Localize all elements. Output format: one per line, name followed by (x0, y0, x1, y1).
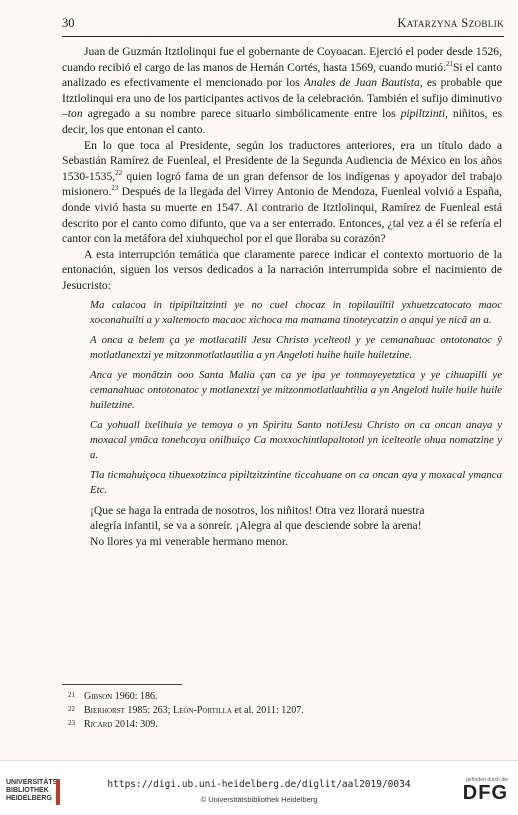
footnote-23: 23 Ricard 2014: 309. (68, 719, 158, 730)
library-logo[interactable]: UNIVERSITÄTS- BIBLIOTHEK HEIDELBERG (6, 779, 76, 805)
paragraph-1: Juan de Guzmán Itztlolinqui fue el gobernante de Coyoacan. Ejerció el poder desde 1526, cuando recibió el cargo de las manos de Hernán Cortés, hasta 1569, cuando murió.$^{21}$Si el canto analizado es efectivamente el mencionado por los Anales de Juan Bautista, es probable que Itztlolinqui era uno de los participantes activos de la celebración. También el sufijo diminutivo –ton agregado a su nombre parece situarlo simbólicamente entre los pipiltzinti, niñitos, es decir, los que entonan el canto. (62, 45, 502, 136)
footnote-ref-21[interactable]: 21 (445, 59, 453, 68)
translation-line: alegría infantil, se va a sonreír. ¡Alegra al que desciende sobre la arena! (90, 519, 422, 533)
copyright-notice: © Universitätsbibliothek Heidelberg (200, 795, 318, 804)
footnote-21: 21 Gibson 1960: 186. (68, 691, 158, 702)
verse-stanza: Anca ye monãtzin ooo Santa Malia çan ca ye ipa ye tonmoyeyetztica y ye cihuapilli ye cemanahuac ontotonatoc y motlanextzi ye mitzonmotlatlauhtilia a yn Angeloti huile huile huile huiletzine. (90, 368, 502, 411)
footnote-ref-22[interactable]: 22 (115, 168, 123, 177)
footnote-22: 22 Bierhorst 1985: 263; León-Portilla et al. 2011: 1207. (68, 705, 304, 716)
paragraph-2: En lo que toca al Presidente, según los traductores anteriores, era un título dado a Sebastián Ramírez de Fuenleal, el Presidente de la Segunda Audiencia de México en los años 1530-1535,22 quien logró fama de un gran defensor de los indígenas y apoyador del trabajo misionero.$^{23}$ Después de la llegada del Virrey Antonio de Mendoza, Fuenleal volvió a España, donde vivió hasta su muerte en 1547. Al contrario de Itztlolinqui, Ramírez de Fuenleal está descrito por el canto como difunto, que va a ser enterrado. Entonces, ¿tal vez a él se refería el cantor con la metáfora del xiuhquechol por el que lloraba su corazón? (62, 138, 502, 246)
body-text (62, 44, 502, 549)
verse-stanza: Ca yohuall ixelihuia ye temoya o yn Spiritu Santo notiJesu Christo on ca oncan anaya y moxacal ymãca tonehcoya onilhuiço Ca moxxochintlapaltototl yn icelteotle ohua nomatzine y a. (90, 418, 502, 461)
verse-stanza: A onca a belem ça ye motlacatili Jesu Christo ycelteotl y ye cemanahuac ontotonatoc ŷ motlatlanextzi ye mitzonmotlatlautilia a yn Angeloti huihe huile huiletzine. (90, 333, 502, 361)
dfg-logo[interactable]: gefördert durch die DFG (458, 777, 508, 803)
translation-line: No llores ya mi venerable hermano menor. (90, 534, 288, 548)
translation-line: ¡Que se haga la entrada de nosotros, los niñitos! Otra vez llorará nuestra (90, 503, 425, 517)
page-header (62, 14, 504, 37)
page-number: 30 (62, 16, 75, 30)
footnotes (62, 690, 502, 732)
verse-stanza: Ma calacoa in tipipiltzitzinti ye no cuel chocaz in topilauiltil yxhuetzcatocato maoc xoconahuilti a y xaltemocto macaoc xichoca ma mamama tinoteycatzin o anqui ye nicã an a. (90, 298, 502, 326)
verse-stanza: Tla ticmahuiçoca tihuexotzinca pipiltzitzintine ticcahuane on ca oncan aya y moxacal ymanca Etc. (90, 468, 502, 496)
permalink-url[interactable]: https://digi.ub.uni-heidelberg.de/diglit/aal2019/0034 (107, 779, 411, 790)
running-title: Katarzyna Szoblik (397, 16, 504, 30)
nahuatl-verses (62, 298, 502, 498)
footnote-ref-23[interactable]: 23 (111, 184, 119, 193)
dfg-logo-icon: DFG (462, 782, 508, 804)
digitization-footer (0, 760, 518, 815)
spanish-translation (62, 503, 502, 550)
footnote-divider (62, 684, 182, 685)
paragraph-3: A esta interrupción temática que claramente parece indicar el contexto mortuorio de la entonación, siguen los versos dedicados a la narración interrumpida sobre el nacimiento de Jesucristo: (62, 247, 502, 292)
